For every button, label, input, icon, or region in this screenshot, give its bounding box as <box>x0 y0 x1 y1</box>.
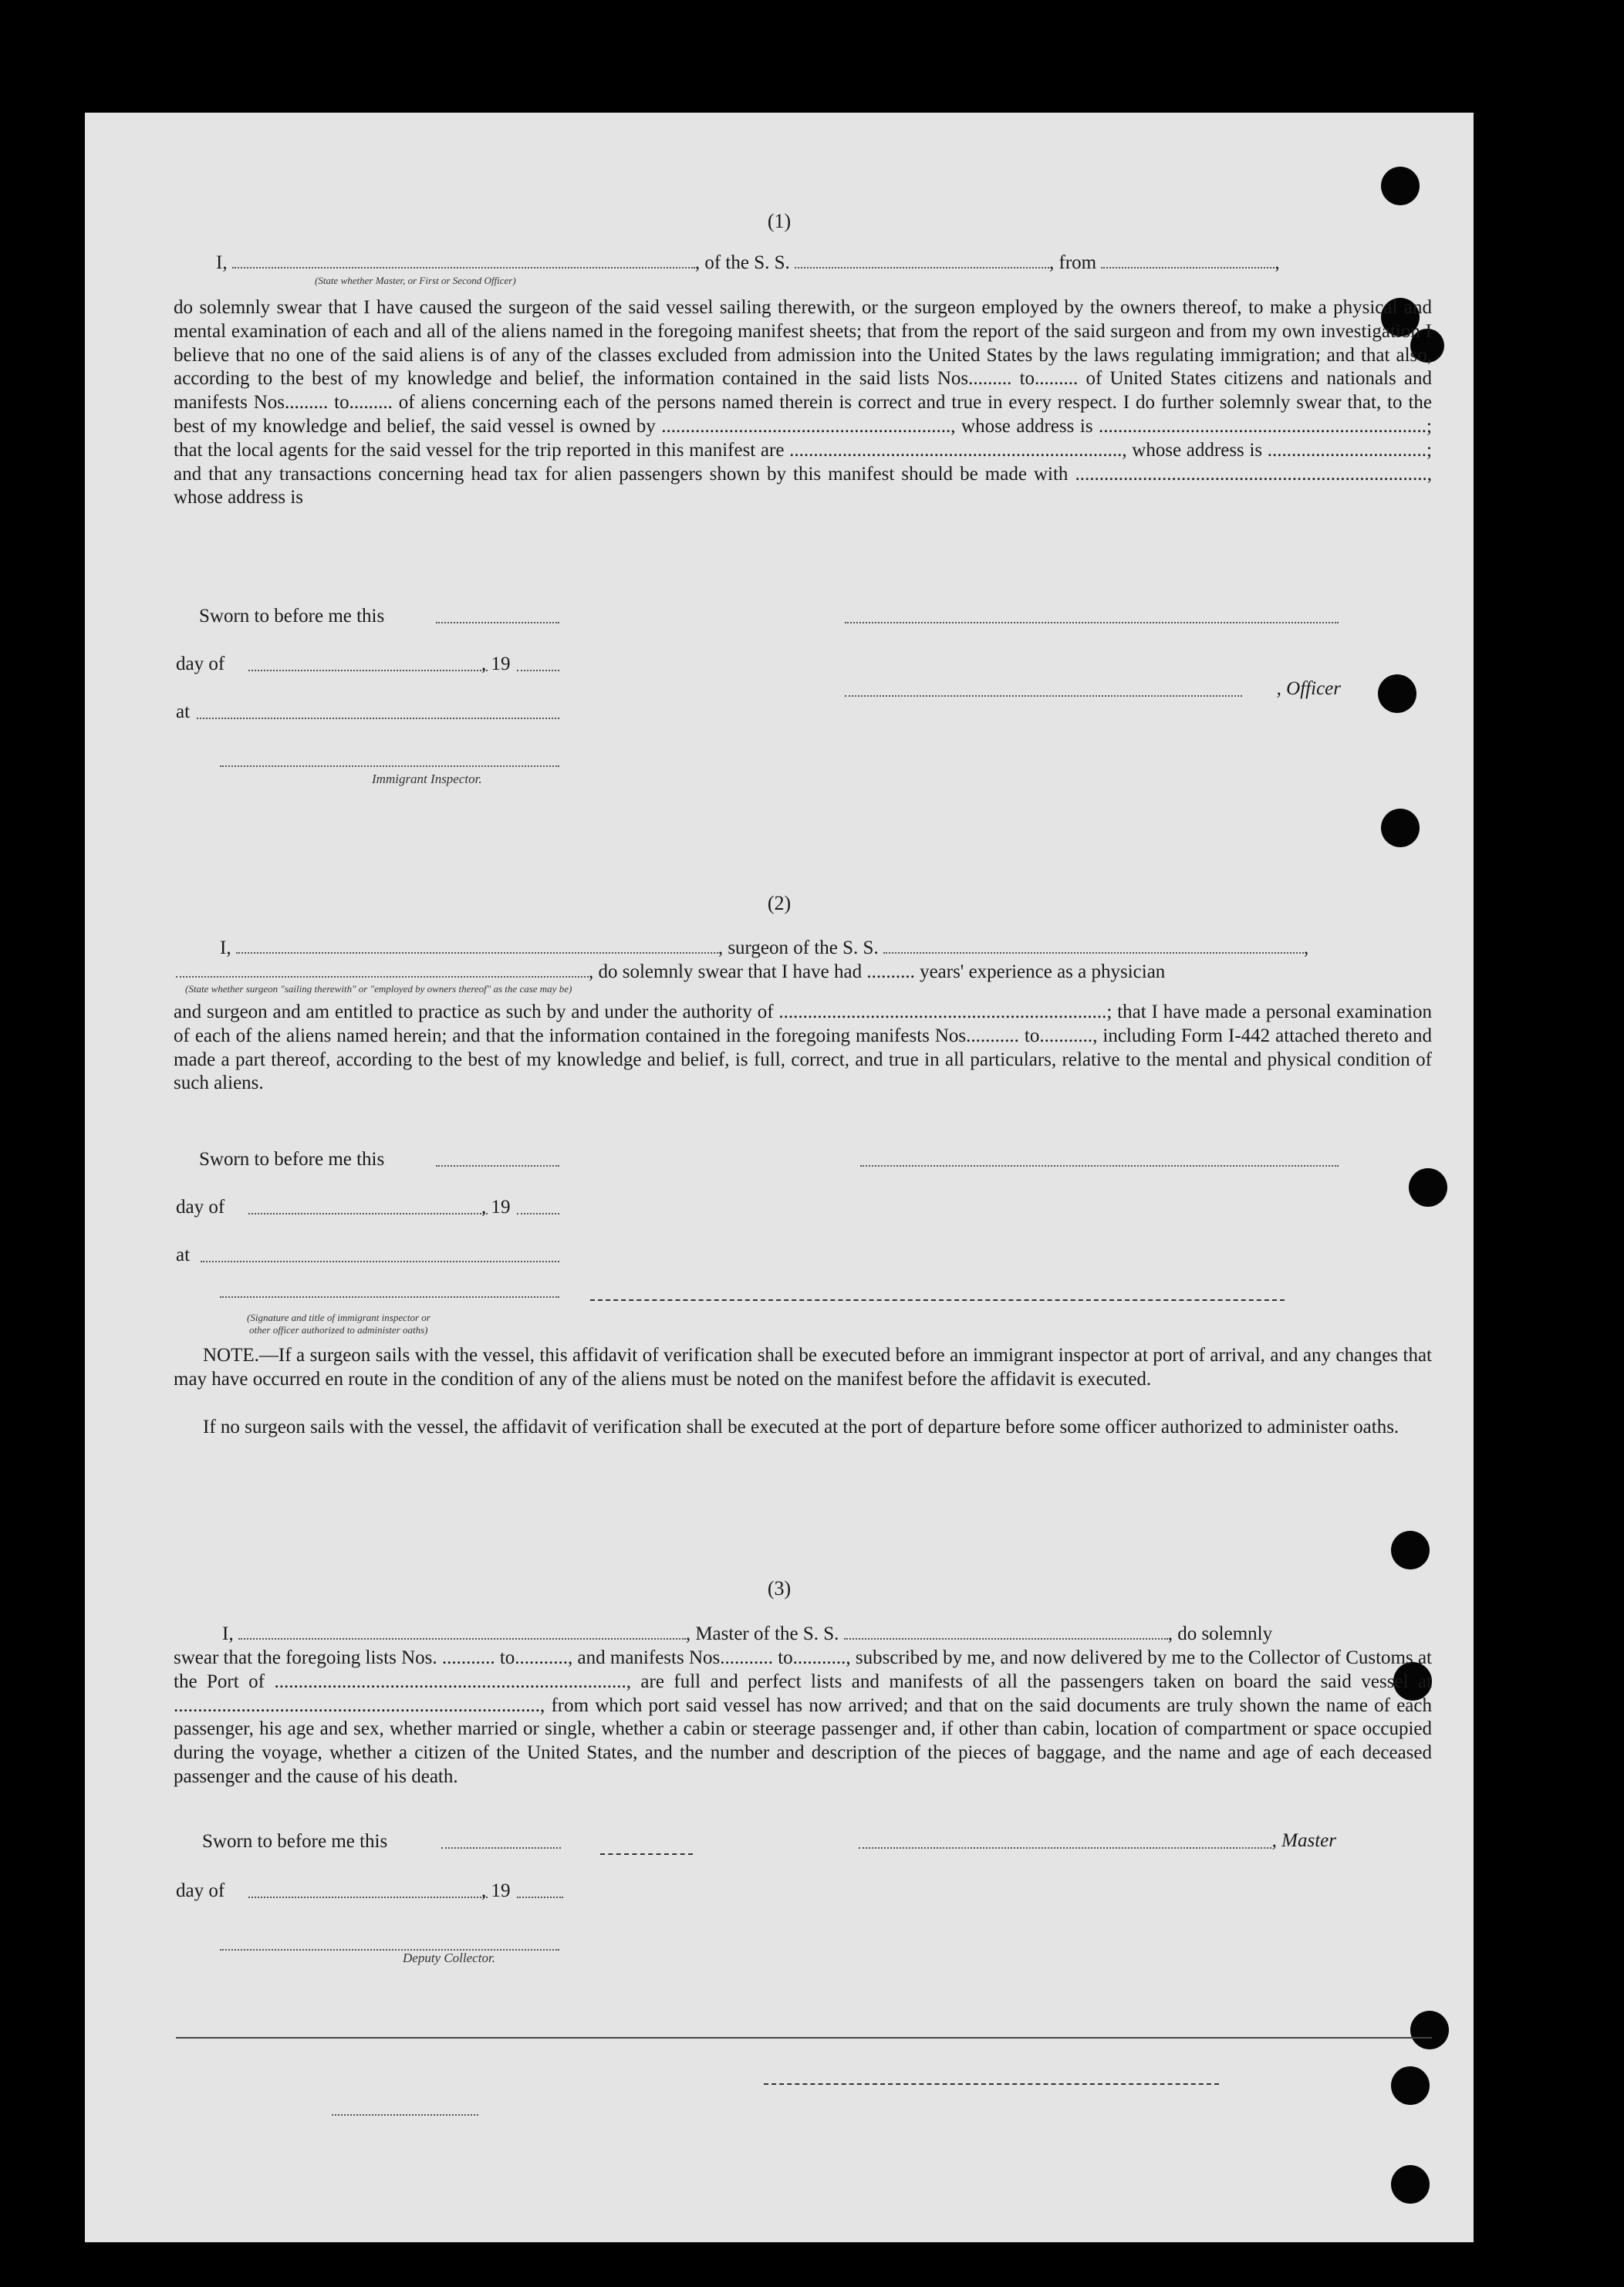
bottom-rule <box>176 2037 1432 2039</box>
blank-official-sig[interactable] <box>220 1296 559 1298</box>
blank-inspector-sig[interactable] <box>220 765 559 767</box>
blank-officer-sig[interactable] <box>845 695 1242 697</box>
note-text-2: If no surgeon sails with the vessel, the affidavit of verification shall be executed at the port of departure before some officer authorized to administer oaths. <box>203 1417 1399 1437</box>
bottom-dotted-line <box>332 2114 478 2116</box>
bottom-dashed-line <box>764 2083 1219 2085</box>
section-2-number: (2) <box>767 892 792 914</box>
blank-surgeon-status[interactable] <box>176 962 589 978</box>
of-ss-label: , of the S. S. <box>694 252 790 273</box>
section-2-line-2 <box>176 961 1165 985</box>
punch-hole <box>1409 1168 1447 1207</box>
blank-month-3[interactable] <box>248 1897 488 1898</box>
do-solemnly-label: , do solemnly <box>1167 1623 1273 1644</box>
from-label: , from <box>1049 252 1097 273</box>
i-label: I, <box>220 937 231 958</box>
blank-surgeon-sig[interactable] <box>860 1165 1339 1167</box>
section-1-body: do solemnly swear that I have caused the surgeon of the said vessel sailing therewith, or the surgeon employed by the owners thereof, to make a physical and mental examination of each and all of the aliens named in the foregoing manifest sheets; that from the report of the said surgeon and from my own investigation I believe that no one of the said aliens is of any of the classes excluded from admission into the United States by the laws regulating immigration; and that also, according to the best of my knowledge and belief, the information contained in the said lists Nos......... to......... of United States citizens and nationals and manifests Nos......... to......... of aliens concerning each of the persons named therein is correct and true in every respect. I do further solemnly swear that, to the best of my knowledge and belief, the said vessel is owned by ............................................................, whose address is ....................................................................; that the local agents for the said vessel for the trip reported in this manifest are ....................................................................., whose address is .................................; and that any transactions concerning head tax for alien passengers shown by this manifest should be made with ........................................................................., whose address is <box>174 297 1432 508</box>
day-of-label-2: day of <box>176 1197 225 1218</box>
i-label: I, <box>216 252 228 273</box>
day-of-label-1: day of <box>176 654 225 674</box>
blank-sworn-day-1[interactable] <box>436 622 559 623</box>
blank-officer-sig-top[interactable] <box>845 622 1339 623</box>
title-caption: (State whether Master, or First or Second Officer) <box>315 275 516 286</box>
sworn-label-1: Sworn to before me this <box>199 606 385 627</box>
blank-year-2[interactable] <box>517 1213 559 1214</box>
section-2-line-1: I, , surgeon of the S. S. , <box>220 937 1309 958</box>
year-label-3: , 19 <box>481 1880 511 1901</box>
section-1-number: (1) <box>767 210 792 232</box>
sig-caption-1: (Signature and title of immigrant inspector or <box>247 1312 430 1323</box>
section-1-line-1: I, , of the S. S. , from , <box>216 252 1280 273</box>
section-3-number: (3) <box>767 1577 792 1600</box>
inspector-caption: Immigrant Inspector. <box>372 772 482 786</box>
section-3-body: swear that the foregoing lists Nos. ........... to..........., and manifests Nos........... to..........., subscribed by me, and now delivered by me to the Collector of Customs at the Port of ........................................................................., are full and perfect lists and manifests of all the passengers taken on board the said vessel at ............................................................................, from which port said vessel has now arrived; and that on the said documents are truly shown the name of each passenger, his age and sex, whether married or single, whether a cabin or steerage passenger and, if other than cabin, location of compartment or space occupied during the voyage, whether a citizen of the United States, and the number and description of the pieces of baggage, and the name and age of each deceased passenger and the cause of his death. <box>174 1647 1433 1787</box>
sig-caption-2: other officer authorized to administer oaths) <box>249 1324 428 1336</box>
master-of-label: , Master of the S. S. <box>685 1623 839 1644</box>
punch-hole <box>1378 674 1416 713</box>
form-sheet <box>85 113 1474 2242</box>
blank-month-2[interactable] <box>248 1213 488 1214</box>
blank-collector-sig[interactable] <box>220 1949 559 1951</box>
punch-hole <box>1391 2165 1430 2204</box>
blank-place-1[interactable] <box>197 718 559 719</box>
i-label: I, <box>222 1623 234 1644</box>
blank-master-sig[interactable] <box>859 1847 1271 1849</box>
section-3-line-1 <box>222 1623 1272 1647</box>
blank-vessel-name-3[interactable] <box>844 1624 1168 1640</box>
day-of-label-3: day of <box>176 1880 225 1901</box>
punch-hole <box>1391 2066 1430 2105</box>
dashed-short <box>600 1853 693 1855</box>
blank-sworn-day-3[interactable] <box>441 1847 561 1849</box>
punch-hole <box>1381 167 1420 205</box>
blank-title[interactable] <box>232 253 695 269</box>
officer-label: , Officer <box>1276 678 1341 699</box>
blank-place-2[interactable] <box>201 1261 559 1262</box>
blank-master-name[interactable] <box>238 1624 686 1640</box>
blank-month-1[interactable] <box>248 670 488 671</box>
blank-surgeon-name[interactable] <box>236 938 718 954</box>
year-label-1: , 19 <box>481 654 511 674</box>
at-label-2: at <box>176 1245 191 1265</box>
blank-from-port[interactable] <box>1101 253 1275 269</box>
master-label: , Master <box>1271 1830 1336 1851</box>
blank-year-1[interactable] <box>517 670 559 671</box>
blank-sworn-day-2[interactable] <box>436 1165 559 1167</box>
surgeon-caption: (State whether surgeon "sailing therewith" or "employed by owners thereof" as the case may be) <box>185 983 572 995</box>
punch-hole <box>1410 2011 1449 2049</box>
punch-hole <box>1381 809 1420 847</box>
line-2-tail: , do solemnly swear that I have had .......... years' experience as a physician <box>589 961 1166 982</box>
surgeon-of-label: , surgeon of the S. S. <box>717 937 879 958</box>
note-text: NOTE.—If a surgeon sails with the vessel, this affidavit of verification shall be executed before an immigrant inspector at port of arrival, and any changes that may have occurred en route in the condition of any of the aliens must be noted on the manifest before the affidavit is executed. <box>174 1345 1432 1390</box>
year-label-2: , 19 <box>481 1197 511 1218</box>
blank-vessel-name[interactable] <box>795 253 1049 269</box>
punch-hole <box>1391 1531 1430 1569</box>
collector-caption: Deputy Collector. <box>403 1951 495 1965</box>
sworn-label-2: Sworn to before me this <box>199 1149 385 1170</box>
blank-vessel-name-2[interactable] <box>883 938 1304 954</box>
at-label-1: at <box>176 701 191 722</box>
dashed-line <box>590 1299 1285 1301</box>
section-2-body: and surgeon and am entitled to practice as such by and under the authority of ....................................................................; that I have made a personal examination of each of the aliens named herein; and that the information contained in the foregoing manifests Nos........... to..........., including Form I-442 attached thereto and made a part thereof, according to the best of my knowledge and belief, is full, correct, and true in all particulars, relative to the mental and physical condition of such aliens. <box>174 1002 1432 1094</box>
blank-year-3[interactable] <box>517 1897 563 1898</box>
sworn-label-3: Sworn to before me this <box>202 1831 388 1852</box>
